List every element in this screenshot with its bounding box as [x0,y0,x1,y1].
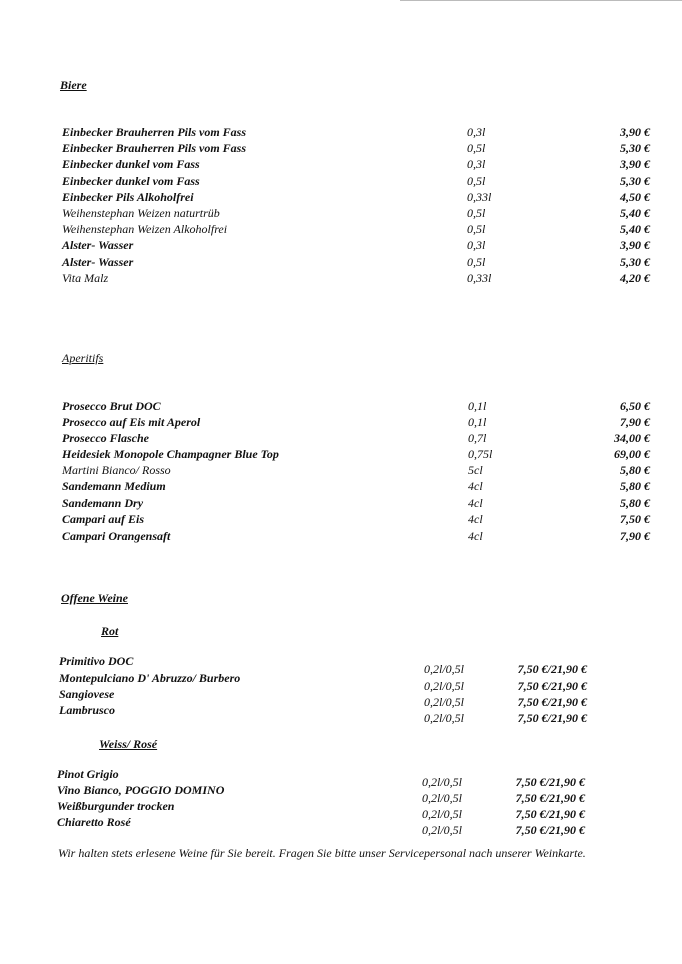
item-size: 0,5l [467,174,486,188]
item-name: Montepulciano D' Abruzzo/ Burbero [59,671,241,685]
item-size: 0,2l/0,5l [424,662,465,676]
item-name: Martini Bianco/ Rosso [62,463,171,477]
item-size: 0,2l/0,5l [422,791,463,805]
scan-edge-line [400,0,682,1]
item-size: 0,33l [467,271,492,285]
item-name: Weihenstephan Weizen naturtrüb [62,206,220,220]
footer-note: Wir halten stets erlesene Weine für Sie bereit. Fragen Sie bitte unser Servicepersonal nach unserer Weinkarte. [58,846,586,860]
item-name: Alster- Wasser [62,238,134,252]
item-size: 0,5l [467,255,486,269]
item-price: 5,40 € [620,206,650,220]
item-price: 7,50 €/21,90 € [517,695,587,709]
item-name: Primitivo DOC [59,654,134,668]
item-size: 0,33l [467,190,492,204]
item-name: Sandemann Dry [62,496,144,510]
item-name: Campari Orangensaft [62,529,171,543]
item-name: Sandemann Medium [62,479,166,493]
item-size: 0,1l [468,399,487,413]
item-size: 0,2l/0,5l [422,807,463,821]
item-size: 0,5l [467,222,486,236]
item-size: 0,2l/0,5l [424,711,465,725]
item-size: 0,3l [467,238,486,252]
item-size: 0,5l [467,206,486,220]
item-size: 0,2l/0,5l [422,775,463,789]
item-price: 5,30 € [620,255,650,269]
item-name: Prosecco auf Eis mit Aperol [62,415,201,429]
item-size: 4cl [468,529,483,543]
item-price: 5,80 € [620,479,650,493]
item-name: Einbecker Brauherren Pils vom Fass [62,125,247,139]
item-name: Heidesiek Monopole Champagner Blue Top [62,447,279,461]
item-price: 4,50 € [620,190,650,204]
item-name: Pinot Grigio [57,767,119,781]
item-price: 5,30 € [620,141,650,155]
heading-offene-weine: Offene Weine [61,591,128,605]
heading-biere: Biere [60,78,87,92]
item-size: 4cl [468,512,483,526]
item-price: 3,90 € [620,238,650,252]
item-price: 6,50 € [620,399,650,413]
item-price: 7,50 € [620,512,650,526]
item-name: Vita Malz [62,271,109,285]
item-size: 4cl [468,496,483,510]
item-size: 0,3l [467,157,486,171]
item-name: Einbecker dunkel vom Fass [62,174,200,188]
item-price: 4,20 € [620,271,650,285]
item-size: 5cl [468,463,483,477]
item-name: Chiaretto Rosé [57,815,131,829]
item-size: 0,75l [468,447,493,461]
item-price: 7,50 €/21,90 € [515,823,585,837]
item-size: 0,1l [468,415,487,429]
item-price: 3,90 € [620,157,650,171]
item-size: 0,3l [467,125,486,139]
item-price: 3,90 € [620,125,650,139]
item-price: 5,40 € [620,222,650,236]
item-price: 7,50 €/21,90 € [515,791,585,805]
item-price: 7,50 €/21,90 € [517,662,587,676]
heading-weiss-rose: Weiss/ Rosé [99,737,158,751]
item-name: Campari auf Eis [62,512,145,526]
item-size: 0,2l/0,5l [424,695,465,709]
item-name: Alster- Wasser [62,255,134,269]
item-price: 7,90 € [620,415,650,429]
item-price: 5,80 € [620,496,650,510]
item-price: 69,00 € [614,447,650,461]
item-price: 34,00 € [614,431,650,445]
item-size: 0,2l/0,5l [422,823,463,837]
item-price: 7,50 €/21,90 € [515,775,585,789]
item-name: Vino Bianco, POGGIO DOMINO [57,783,225,797]
item-name: Sangiovese [59,687,115,701]
item-price: 5,30 € [620,174,650,188]
item-size: 4cl [468,479,483,493]
item-price: 7,90 € [620,529,650,543]
heading-aperitifs: Aperitifs [62,351,104,365]
item-size: 0,2l/0,5l [424,679,465,693]
item-size: 0,7l [468,431,487,445]
heading-rot: Rot [101,624,119,638]
item-name: Weißburgunder trocken [57,799,175,813]
item-name: Prosecco Brut DOC [62,399,161,413]
item-name: Prosecco Flasche [62,431,149,445]
item-price: 7,50 €/21,90 € [517,711,587,725]
item-price: 5,80 € [620,463,650,477]
item-price: 7,50 €/21,90 € [517,679,587,693]
item-name: Einbecker dunkel vom Fass [62,157,200,171]
item-name: Einbecker Pils Alkoholfrei [62,190,194,204]
item-name: Lambrusco [59,703,116,717]
item-name: Einbecker Brauherren Pils vom Fass [62,141,247,155]
item-size: 0,5l [467,141,486,155]
item-price: 7,50 €/21,90 € [515,807,585,821]
item-name: Weihenstephan Weizen Alkoholfrei [62,222,228,236]
